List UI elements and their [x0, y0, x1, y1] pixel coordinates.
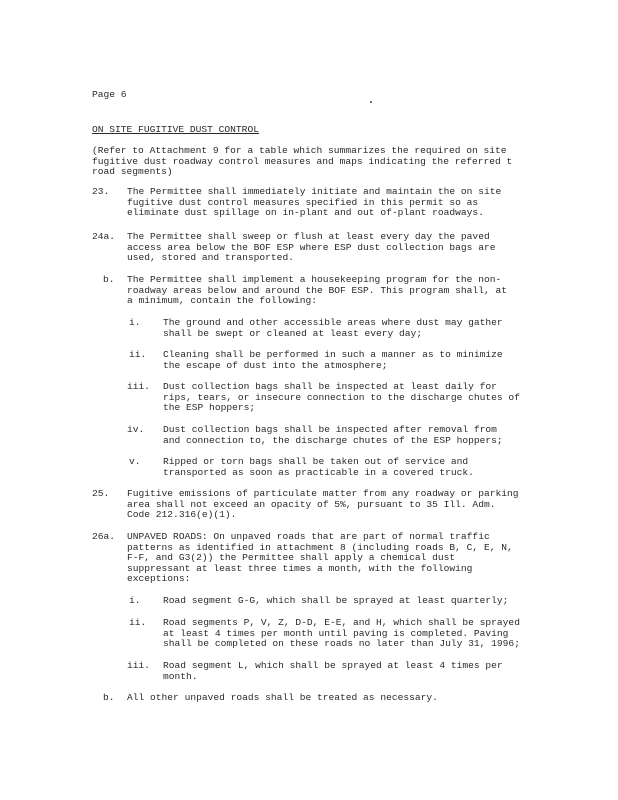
intro-line: fugitive dust roadway control measures and maps indicating the referred t — [92, 155, 513, 167]
subitem-line: Road segments P, V, Z, D-D, E-E, and H, which shall be sprayed — [163, 617, 520, 628]
item-line: area shall not exceed an opacity of 5%, pursuant to 35 Ill. Adm. — [127, 498, 496, 510]
item-text — [127, 232, 495, 264]
item-text — [127, 275, 507, 307]
item-line: Code 212.316(e)(1). — [127, 509, 237, 520]
subitem-number: iii. — [127, 381, 151, 392]
item-number: 23. — [92, 186, 110, 197]
subitem-text — [163, 661, 503, 682]
subitem-number: iii. — [127, 660, 151, 671]
item-line: All other unpaved roads shall be treated as necessary. — [127, 692, 438, 703]
subitem-line: Dust collection bags shall be inspected after removal from — [163, 424, 497, 435]
item-number: 26a. — [92, 531, 116, 542]
subitem-text — [163, 457, 474, 478]
subitem-line: rips, tears, or insecure connection to the discharge chutes of — [163, 391, 520, 403]
subitem-line: shall be completed on these roads no later than July 31, 1996; — [163, 638, 520, 649]
subitem-line: Dust collection bags shall be inspected at least daily for — [163, 381, 497, 392]
item-number: 25. — [92, 488, 110, 499]
intro-paragraph — [92, 146, 512, 178]
subitem-line: Road segment L, which shall be sprayed at least 4 times per — [163, 660, 503, 671]
subitem-line: the escape of dust into the atmosphere; — [163, 359, 388, 371]
item-line: exceptions: — [127, 573, 191, 584]
item-line: fugitive dust control measures specified in this permit so as — [127, 196, 479, 208]
subitem-number: i. — [129, 595, 141, 606]
item-line: eliminate dust spillage on in-plant and out of-plant roadways. — [127, 207, 484, 218]
subitem-line: Ripped or torn bags shall be taken out of service and — [163, 456, 469, 467]
subitem-line: at least 4 times per month until paving is completed. Paving — [163, 627, 509, 639]
item-line: The Permittee shall sweep or flush at least every day the paved — [127, 231, 490, 242]
item-text — [127, 693, 438, 704]
item-number: b. — [103, 274, 115, 285]
subitem-line: Road segment G-G, which shall be sprayed at least quarterly; — [163, 595, 509, 606]
intro-line: (Refer to Attachment 9 for a table which summarizes the required on site — [92, 145, 507, 156]
item-number: 24a. — [92, 231, 116, 242]
item-line: The Permittee shall immediately initiate and maintain the on site — [127, 186, 502, 197]
subitem-line: Cleaning shall be performed in such a manner as to minimize — [163, 349, 503, 360]
subitem-text — [163, 618, 520, 650]
intro-line: road segments) — [92, 166, 173, 177]
stray-mark — [370, 101, 372, 103]
item-text — [127, 532, 513, 585]
item-text — [127, 187, 501, 219]
subitem-text — [163, 350, 503, 371]
subitem-text — [163, 425, 503, 446]
subitem-line: month. — [163, 670, 198, 682]
item-line: Fugitive emissions of particulate matter from any roadway or parking — [127, 488, 519, 499]
subitem-line: shall be swept or cleaned at least every day; — [163, 327, 423, 339]
item-line: suppressant at least three times a month, with the following — [127, 562, 473, 574]
subitem-number: v. — [129, 456, 141, 467]
subitem-line: transported as soon as practicable in a covered truck. — [163, 466, 474, 478]
subitem-line: and connection to, the discharge chutes of the ESP hoppers; — [163, 434, 503, 446]
item-number: b. — [103, 692, 115, 703]
subitem-line: the ESP hoppers; — [163, 402, 256, 413]
subitem-text — [163, 382, 520, 414]
item-line: roadway areas below and around the BOF ESP. This program shall, at — [127, 284, 507, 296]
item-line: patterns as identified in attachment 8 (including roads B, C, E, N, — [127, 541, 513, 553]
item-line: a minimum, contain the following: — [127, 295, 317, 306]
item-text — [127, 489, 519, 521]
subitem-number: ii. — [129, 617, 147, 628]
item-line: UNPAVED ROADS: On unpaved roads that are part of normal traffic — [127, 531, 490, 542]
section-title: ON SITE FUGITIVE DUST CONTROL — [92, 124, 259, 135]
item-line: used, stored and transported. — [127, 252, 294, 263]
item-line: The Permittee shall implement a housekeeping program for the non- — [127, 274, 502, 285]
subitem-text — [163, 318, 503, 339]
subitem-number: iv. — [127, 424, 145, 435]
subitem-number: ii. — [129, 349, 147, 360]
subitem-line: The ground and other accessible areas where dust may gather — [163, 317, 503, 328]
item-line: F-F, and G3(2)) the Permittee shall apply a chemical dust — [127, 552, 456, 563]
subitem-text — [163, 596, 508, 607]
item-line: access area below the BOF ESP where ESP dust collection bags are — [127, 241, 496, 253]
subitem-number: i. — [129, 317, 141, 328]
page-header: Page 6 — [92, 89, 127, 100]
